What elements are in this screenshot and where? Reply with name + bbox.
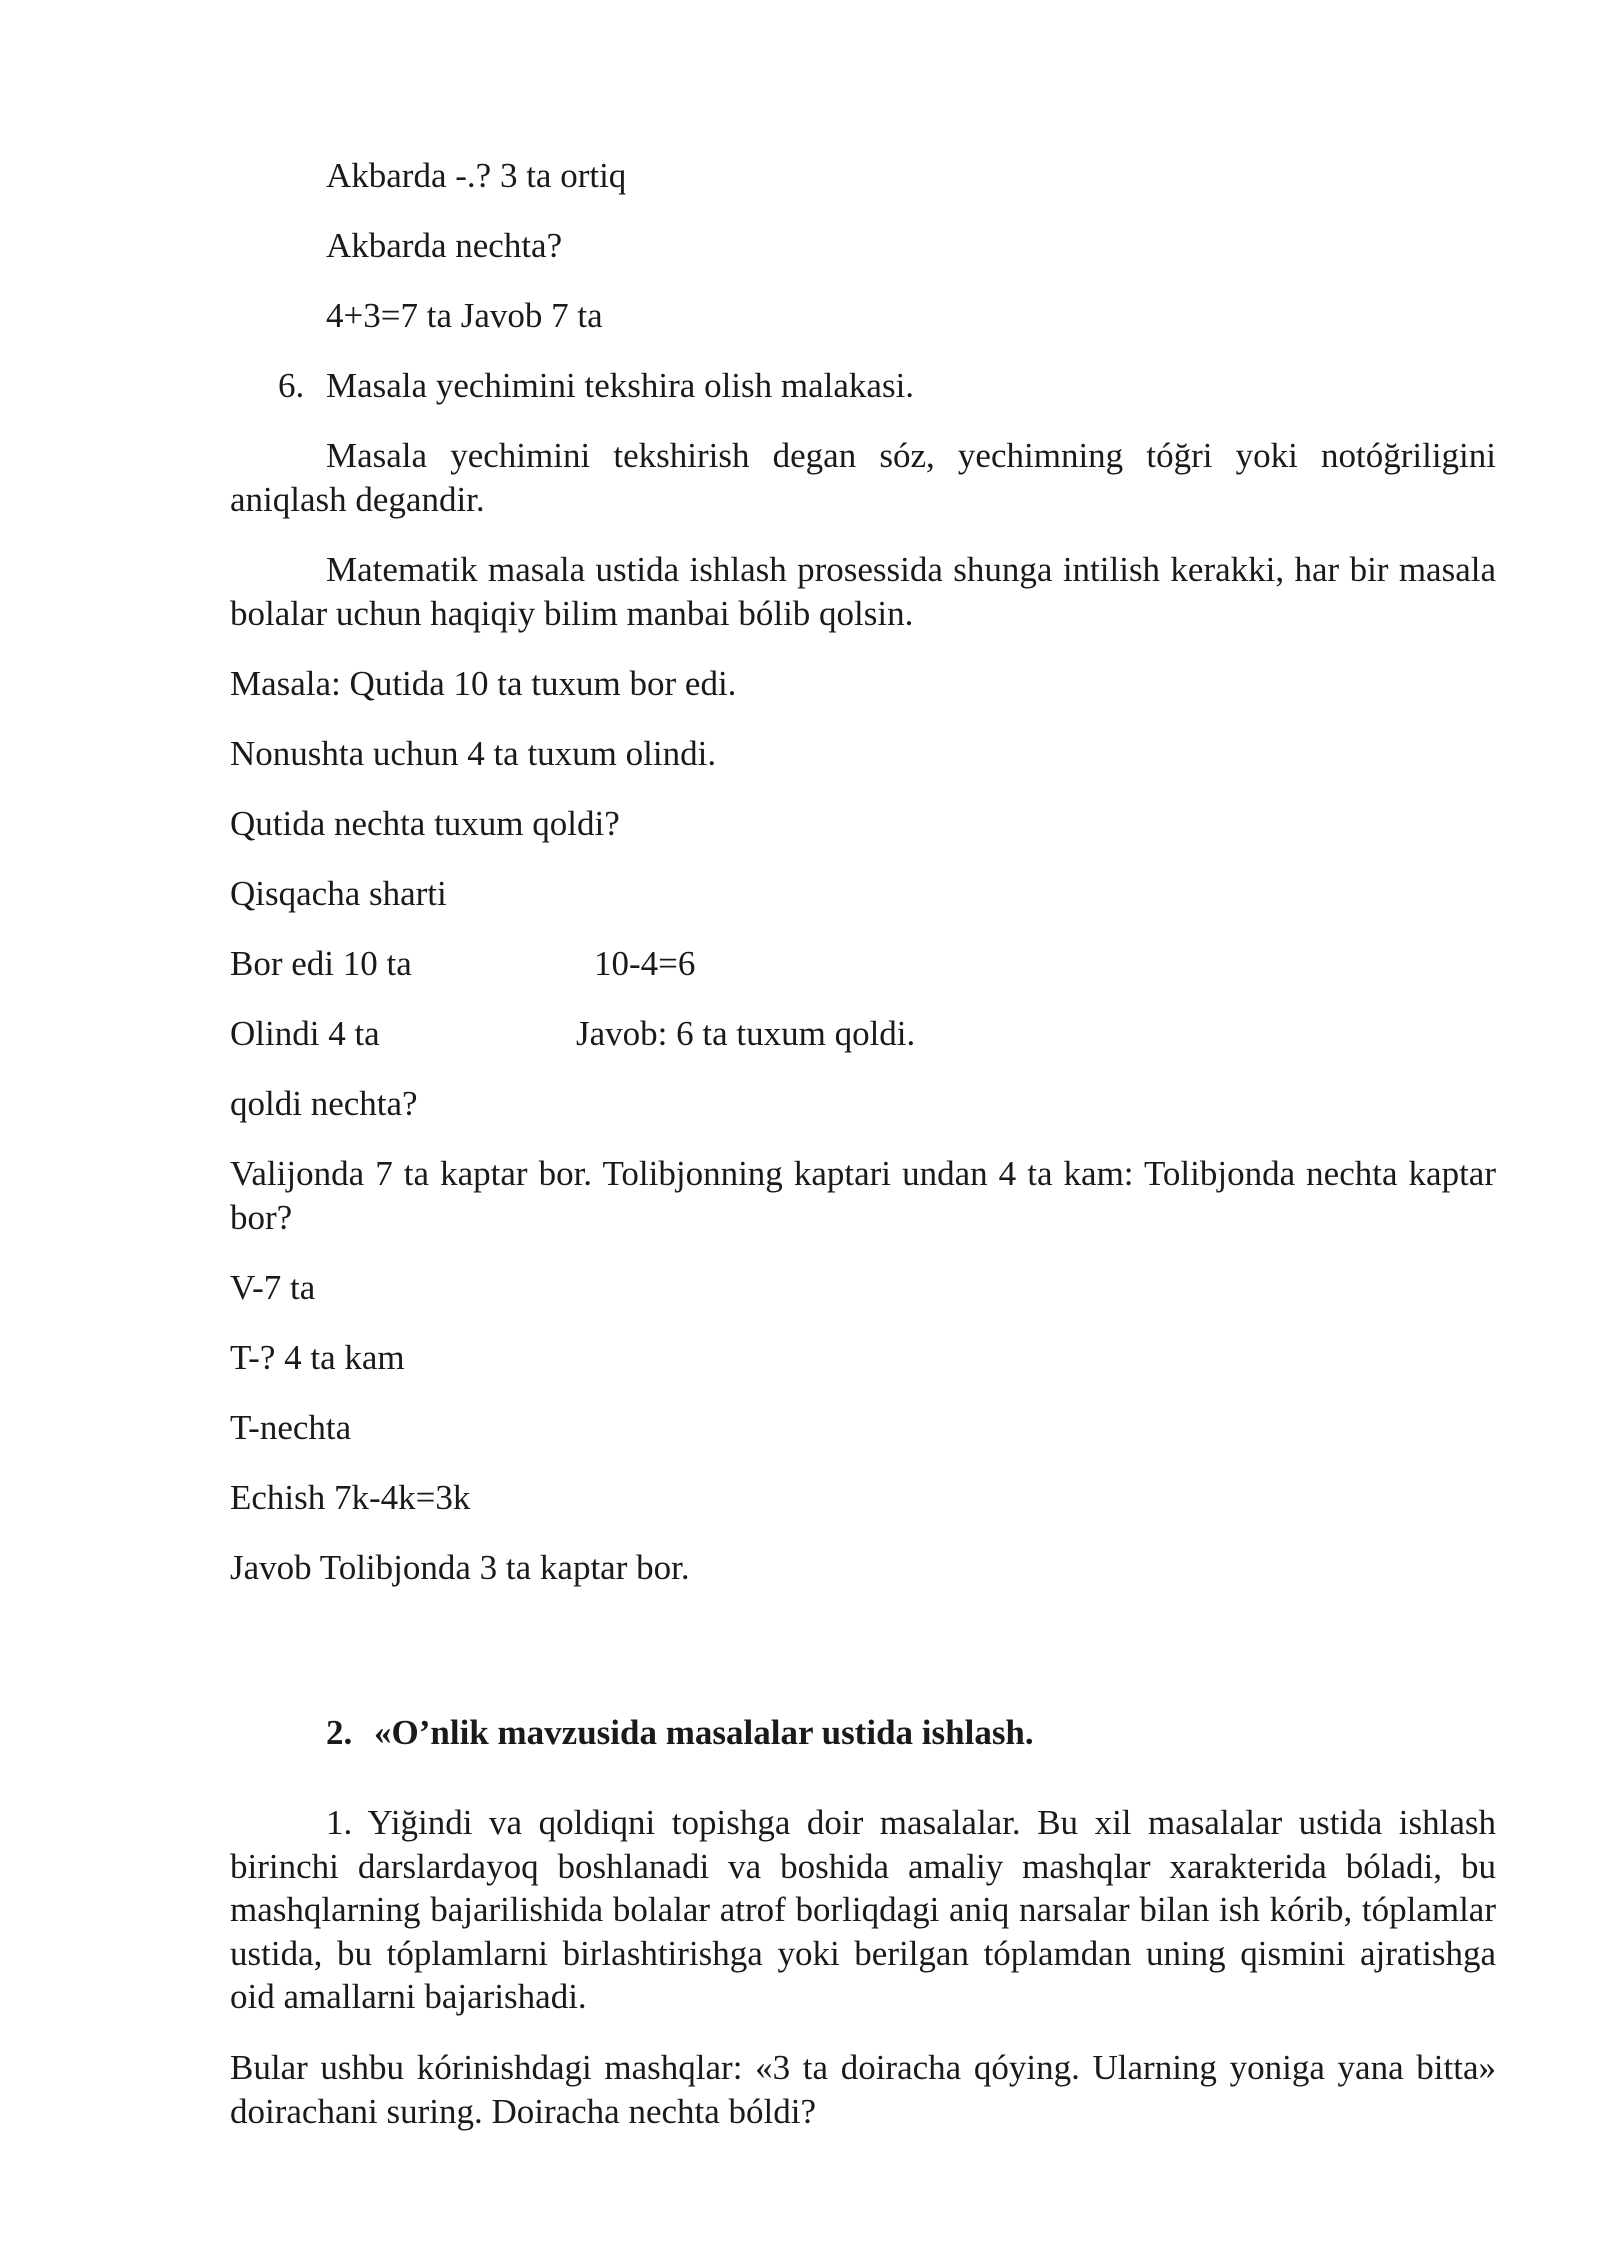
- item-text: Masala yechimini tekshira olish malakasi.: [326, 366, 915, 405]
- text-line: Javob Tolibjonda 3 ta kaptar bor.: [230, 1548, 690, 1587]
- paragraph: Valijonda 7 ta kaptar bor. Tolibjonning kaptari undan 4 ta kam: Tolibjonda nechta kaptar bor?: [230, 1154, 1496, 1237]
- answer-text: Javob: 6 ta tuxum qoldi.: [576, 1014, 916, 1053]
- text-line: 4+3=7 ta Javob 7 ta: [326, 296, 603, 335]
- document-page: [230, 0, 1496, 2262]
- paragraph: Matematik masala ustida ishlash prosessida shunga intilish kerakki, har bir masala bolalar uchun haqiqiy bilim manbai bólib qolsin.: [230, 550, 1496, 633]
- text-line: Bor edi 10 ta: [230, 944, 412, 983]
- text-line: Nonushta uchun 4 ta tuxum olindi.: [230, 734, 717, 773]
- paragraph: Bular ushbu kórinishdagi mashqlar: «3 ta doiracha qóying. Ularning yoniga yana bitta» doirachani suring. Doiracha nechta bóldi?: [230, 2048, 1496, 2131]
- text-line: Masala: Qutida 10 ta tuxum bor edi.: [230, 664, 737, 703]
- item-number: 6.: [278, 366, 305, 405]
- text-line: qoldi nechta?: [230, 1084, 418, 1123]
- text-line: Qutida nechta tuxum qoldi?: [230, 804, 620, 843]
- text-line: Qisqacha sharti: [230, 874, 447, 913]
- heading-text: «O’nlik mavzusida masalalar ustida ishlash.: [374, 1713, 1034, 1752]
- text-line: Akbarda -.? 3 ta ortiq: [326, 156, 627, 195]
- section-heading: [326, 1711, 1034, 1754]
- text-line: Echish 7k-4k=3k: [230, 1478, 471, 1517]
- solution-text: 10-4=6: [594, 944, 696, 983]
- text-line: Olindi 4 ta: [230, 1014, 380, 1053]
- heading-number: 2.: [326, 1713, 353, 1752]
- text-line: T-? 4 ta kam: [230, 1338, 405, 1377]
- text-line: T-nechta: [230, 1408, 352, 1447]
- numbered-item: [278, 364, 914, 407]
- text-line: Akbarda nechta?: [326, 226, 563, 265]
- paragraph: Masala yechimini tekshirish degan sóz, yechimning tóğri yoki notóğriligini aniqlash degandir.: [230, 436, 1496, 519]
- paragraph: 1. Yiğindi va qoldiqni topishga doir masalalar. Bu xil masalalar ustida ishlash birinchi darslardayoq boshlanadi va boshida amaliy mashqlar xarakterida bóladi, bu mashqlarning bajarilishida bolalar atrof borliqdagi aniq narsalar bilan ish kórib, tóplamlar ustida, bu tóplamlarni birlashtirishga yoki berilgan tóplamdan uning qismini ajratishga oid amallarni bajarishadi.: [230, 1803, 1496, 2016]
- text-line: V-7 ta: [230, 1268, 316, 1307]
